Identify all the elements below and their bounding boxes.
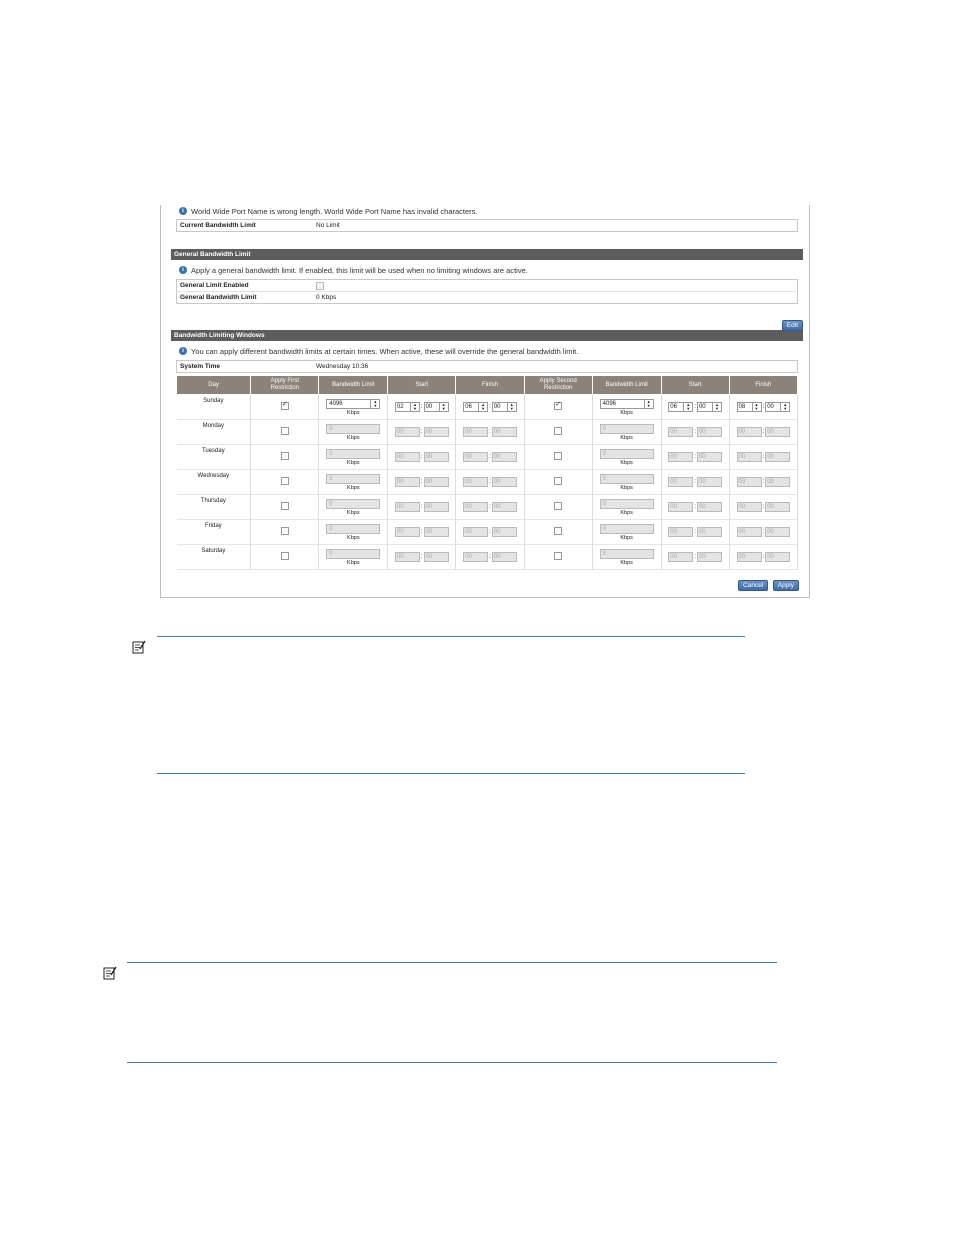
table-row: [177, 420, 798, 445]
finish-2-cell: 08 ▲ ▼ : 00 ▲ ▼: [729, 395, 797, 420]
apply-second-cell: [524, 395, 592, 420]
finish-2-minute[interactable]: 00: [765, 502, 790, 512]
cancel-button[interactable]: Cancel: [738, 580, 768, 591]
start-1-minute[interactable]: 00: [424, 502, 449, 512]
info-icon: i: [179, 347, 187, 355]
bandwidth-limit-2-input[interactable]: 0: [600, 449, 654, 459]
finish-1-hour[interactable]: 06 ▲ ▼: [463, 402, 488, 412]
finish-2-minute[interactable]: 00: [765, 552, 790, 562]
bandwidth-limit-2-input[interactable]: 4096 ▲ ▼: [600, 399, 654, 409]
bandwidth-limit-1-input[interactable]: 0: [326, 499, 380, 509]
apply-first-checkbox[interactable]: [281, 502, 289, 510]
general-info-text: Apply a general bandwidth limit. If enabled, this limit will be used when no limiting windows are active.: [191, 265, 528, 275]
start-2-cell: 00 : 00: [661, 545, 729, 570]
finish-2-minute[interactable]: 00: [765, 477, 790, 487]
table-row: [177, 520, 798, 545]
finish-2-cell: 00 : 00: [729, 470, 797, 495]
finish-1-cell: 00 : 00: [456, 420, 524, 445]
start-2-minute[interactable]: 00 ▲ ▼: [697, 402, 722, 412]
note-bottom-rule: [157, 773, 745, 774]
start-2-minute[interactable]: 00: [697, 527, 722, 537]
finish-1-cell: 00 : 00: [456, 445, 524, 470]
col-start: Start: [388, 376, 456, 395]
bandwidth-limit-1-input[interactable]: 0: [326, 549, 380, 559]
start-1-hour[interactable]: 02 ▲ ▼: [395, 402, 420, 412]
general-enabled-label: General Limit Enabled: [180, 282, 249, 289]
finish-1-hour[interactable]: 00: [463, 427, 488, 437]
col-apply-second: Apply Second Restriction: [524, 376, 592, 395]
warning-text: World Wide Port Name is wrong length. World Wide Port Name has invalid characters.: [191, 206, 478, 216]
start-1-cell: 00 : 00: [388, 470, 456, 495]
start-1-cell: 00 : 00: [388, 445, 456, 470]
bandwidth-limit-1-input[interactable]: 4096 ▲ ▼: [326, 399, 380, 409]
finish-2-minute[interactable]: 00: [765, 427, 790, 437]
bandwidth-limit-2-cell: [592, 520, 661, 545]
bandwidth-limit-1-input[interactable]: 0: [326, 424, 380, 434]
bandwidth-limit-1-input[interactable]: 0: [326, 449, 380, 459]
start-2-cell: 00 : 00: [661, 520, 729, 545]
unit-label: Kbps: [347, 534, 360, 541]
start-1-hour[interactable]: 00: [395, 527, 420, 537]
bandwidth-limit-2-cell: [592, 495, 661, 520]
col-day: Day: [177, 376, 251, 395]
col-bw-limit-2: Bandwidth Limit: [592, 376, 661, 395]
table-row: [177, 470, 798, 495]
info-icon: i: [179, 207, 187, 215]
unit-label: Kbps: [347, 484, 360, 491]
system-time-value: Wednesday 10:36: [316, 363, 369, 370]
start-2-minute[interactable]: 00: [697, 502, 722, 512]
day-label: Thursday: [177, 495, 251, 520]
apply-second-cell: [524, 545, 592, 570]
start-2-hour[interactable]: 00: [668, 452, 693, 462]
apply-first-checkbox[interactable]: [281, 427, 289, 435]
finish-2-minute[interactable]: 00: [765, 452, 790, 462]
start-2-cell: 00 : 00: [661, 445, 729, 470]
start-1-minute[interactable]: 00: [424, 477, 449, 487]
table-row: [177, 445, 798, 470]
system-time-box: [176, 360, 798, 373]
start-1-cell: 00 : 00: [388, 545, 456, 570]
finish-1-minute[interactable]: 00: [492, 452, 517, 462]
start-2-minute[interactable]: 00: [697, 452, 722, 462]
bandwidth-limit-1-cell: [319, 495, 388, 520]
bandwidth-limit-1-cell: [319, 545, 388, 570]
general-info-row: [171, 264, 803, 276]
finish-1-minute[interactable]: 00: [492, 477, 517, 487]
finish-1-hour[interactable]: 00: [463, 502, 488, 512]
start-1-cell: 00 : 00: [388, 420, 456, 445]
bandwidth-limit-1-input[interactable]: 0: [326, 524, 380, 534]
apply-first-cell: [251, 545, 319, 570]
day-label: Monday: [177, 420, 251, 445]
system-time-label: System Time: [180, 363, 220, 370]
finish-2-cell: 00 : 00: [729, 420, 797, 445]
finish-2-cell: 00 : 00: [729, 445, 797, 470]
finish-1-hour[interactable]: 00: [463, 452, 488, 462]
start-1-minute[interactable]: 00: [424, 427, 449, 437]
bandwidth-limit-2-input[interactable]: 0: [600, 524, 654, 534]
unit-label: Kbps: [620, 434, 633, 441]
start-1-cell: 00 : 00: [388, 495, 456, 520]
apply-first-cell: [251, 520, 319, 545]
start-1-hour[interactable]: 00: [395, 477, 420, 487]
unit-label: Kbps: [347, 434, 360, 441]
apply-first-checkbox[interactable]: [281, 402, 289, 410]
bandwidth-limit-1-cell: [319, 420, 388, 445]
windows-info-text: You can apply different bandwidth limits at certain times. When active, these will override the general bandwidth limit.: [191, 346, 579, 356]
bandwidth-limit-1-cell: [319, 395, 388, 420]
unit-label: Kbps: [347, 409, 360, 416]
bandwidth-limit-1-input[interactable]: 0: [326, 474, 380, 484]
bandwidth-limit-2-input[interactable]: 0: [600, 474, 654, 484]
day-label: Wednesday: [177, 470, 251, 495]
unit-label: Kbps: [620, 459, 633, 466]
finish-2-minute[interactable]: 00: [765, 527, 790, 537]
bandwidth-limit-2-input[interactable]: 0: [600, 424, 654, 434]
apply-second-checkbox[interactable]: [554, 427, 562, 435]
apply-first-checkbox[interactable]: [281, 552, 289, 560]
start-2-minute[interactable]: 00: [697, 427, 722, 437]
bandwidth-limit-2-input[interactable]: 0: [600, 499, 654, 509]
finish-1-hour[interactable]: 00: [463, 477, 488, 487]
start-1-minute[interactable]: 00: [424, 552, 449, 562]
finish-2-cell: 00 : 00: [729, 520, 797, 545]
finish-1-minute[interactable]: 00 ▲ ▼: [492, 402, 517, 412]
finish-2-hour[interactable]: 00: [737, 527, 762, 537]
col-finish: Finish: [456, 376, 524, 395]
finish-1-cell: 00 : 00: [456, 520, 524, 545]
start-1-hour[interactable]: 00: [395, 452, 420, 462]
bandwidth-limit-2-cell: [592, 545, 661, 570]
start-2-hour[interactable]: 00: [668, 477, 693, 487]
bandwidth-limit-1-cell: [319, 520, 388, 545]
start-1-minute[interactable]: 00 ▲ ▼: [424, 402, 449, 412]
day-label: Sunday: [177, 395, 251, 420]
start-2-minute[interactable]: 00: [697, 477, 722, 487]
apply-first-checkbox[interactable]: [281, 527, 289, 535]
start-2-hour[interactable]: 00: [668, 552, 693, 562]
general-enabled-checkbox[interactable]: [316, 282, 324, 290]
apply-second-cell: [524, 420, 592, 445]
bandwidth-limit-2-cell: [592, 395, 661, 420]
apply-first-cell: [251, 495, 319, 520]
unit-label: Kbps: [347, 459, 360, 466]
start-2-hour[interactable]: 00: [668, 502, 693, 512]
start-2-cell: 00 : 00: [661, 495, 729, 520]
note-top-rule: [157, 636, 745, 637]
col-finish-2: Finish: [729, 376, 797, 395]
finish-2-cell: 00 : 00: [729, 495, 797, 520]
finish-2-cell: 00 : 00: [729, 545, 797, 570]
current-bandwidth-value: No Limit: [316, 222, 340, 229]
apply-second-cell: [524, 520, 592, 545]
general-settings-box: [176, 279, 798, 304]
finish-1-hour[interactable]: 00: [463, 552, 488, 562]
day-label: Saturday: [177, 545, 251, 570]
finish-2-hour[interactable]: 08 ▲ ▼: [737, 402, 762, 412]
finish-2-hour[interactable]: 00: [737, 477, 762, 487]
note-bottom-rule: [127, 1062, 777, 1063]
bandwidth-limit-1-cell: [319, 470, 388, 495]
apply-first-cell: [251, 420, 319, 445]
note-icon: [132, 640, 146, 654]
bandwidth-limit-2-cell: [592, 445, 661, 470]
info-icon: i: [179, 266, 187, 274]
start-1-hour[interactable]: 00: [395, 502, 420, 512]
col-start-2: Start: [661, 376, 729, 395]
apply-first-cell: [251, 445, 319, 470]
finish-2-hour[interactable]: 00: [737, 427, 762, 437]
col-bw-limit: Bandwidth Limit: [319, 376, 388, 395]
start-1-cell: 00 : 00: [388, 520, 456, 545]
current-bandwidth-box: [176, 219, 798, 232]
note-icon: [103, 966, 117, 980]
start-2-cell: 00 : 00: [661, 470, 729, 495]
unit-label: Kbps: [347, 509, 360, 516]
day-label: Friday: [177, 520, 251, 545]
table-row: [177, 495, 798, 520]
start-2-minute[interactable]: 00: [697, 552, 722, 562]
edit-button[interactable]: Edit: [782, 320, 803, 331]
finish-1-cell: 06 ▲ ▼ : 00 ▲ ▼: [456, 395, 524, 420]
col-apply-first: Apply First Restriction: [251, 376, 319, 395]
start-1-hour[interactable]: 00: [395, 552, 420, 562]
apply-second-checkbox[interactable]: [554, 477, 562, 485]
unit-label: Kbps: [620, 509, 633, 516]
note-top-rule: [127, 962, 777, 963]
apply-second-cell: [524, 470, 592, 495]
start-2-hour[interactable]: 00: [668, 527, 693, 537]
apply-second-checkbox[interactable]: [554, 552, 562, 560]
start-1-minute[interactable]: 00: [424, 452, 449, 462]
finish-1-cell: 00 : 00: [456, 495, 524, 520]
finish-1-minute[interactable]: 00: [492, 527, 517, 537]
finish-2-hour[interactable]: 00: [737, 552, 762, 562]
start-2-hour[interactable]: 06 ▲ ▼: [668, 402, 693, 412]
general-limit-value: 0 Kbps: [316, 294, 337, 301]
windows-info-row: [171, 345, 803, 357]
current-bandwidth-label: Current Bandwidth Limit: [180, 222, 256, 229]
unit-label: Kbps: [620, 409, 633, 416]
screenshot-frame: [160, 205, 810, 598]
bandwidth-limit-1-cell: [319, 445, 388, 470]
bandwidth-limit-2-cell: [592, 470, 661, 495]
day-label: Tuesday: [177, 445, 251, 470]
bandwidth-panel: [171, 205, 803, 592]
table-row: [177, 545, 798, 570]
start-2-cell: 00 : 00: [661, 420, 729, 445]
apply-second-checkbox[interactable]: [554, 527, 562, 535]
apply-second-checkbox[interactable]: [554, 402, 562, 410]
apply-second-checkbox[interactable]: [554, 452, 562, 460]
bandwidth-limit-2-cell: [592, 420, 661, 445]
finish-2-hour[interactable]: 00: [737, 452, 762, 462]
unit-label: Kbps: [620, 484, 633, 491]
table-row: [177, 395, 798, 420]
finish-1-hour[interactable]: 00: [463, 527, 488, 537]
warning-row: [171, 205, 803, 217]
apply-first-cell: [251, 470, 319, 495]
finish-1-minute[interactable]: 00: [492, 427, 517, 437]
apply-first-cell: [251, 395, 319, 420]
apply-first-checkbox[interactable]: [281, 452, 289, 460]
finish-1-cell: 00 : 00: [456, 470, 524, 495]
start-2-cell: 06 ▲ ▼ : 00 ▲ ▼: [661, 395, 729, 420]
apply-button[interactable]: Apply: [773, 580, 799, 591]
unit-label: Kbps: [620, 559, 633, 566]
finish-1-minute[interactable]: 00: [492, 502, 517, 512]
apply-second-cell: [524, 495, 592, 520]
finish-2-minute[interactable]: 00 ▲ ▼: [765, 402, 790, 412]
start-1-minute[interactable]: 00: [424, 527, 449, 537]
unit-label: Kbps: [620, 534, 633, 541]
windows-section-header: Bandwidth Limiting Windows: [171, 330, 803, 341]
finish-1-minute[interactable]: 00: [492, 552, 517, 562]
unit-label: Kbps: [347, 559, 360, 566]
apply-first-checkbox[interactable]: [281, 477, 289, 485]
finish-1-cell: 00 : 00: [456, 545, 524, 570]
bandwidth-limit-2-input[interactable]: 0: [600, 549, 654, 559]
start-1-hour[interactable]: 00: [395, 427, 420, 437]
apply-second-checkbox[interactable]: [554, 502, 562, 510]
start-1-cell: 02 ▲ ▼ : 00 ▲ ▼: [388, 395, 456, 420]
windows-table: [176, 375, 798, 570]
finish-2-hour[interactable]: 00: [737, 502, 762, 512]
general-limit-label: General Bandwidth Limit: [180, 294, 257, 301]
general-section-header: General Bandwidth Limit: [171, 249, 803, 260]
start-2-hour[interactable]: 00: [668, 427, 693, 437]
apply-second-cell: [524, 445, 592, 470]
